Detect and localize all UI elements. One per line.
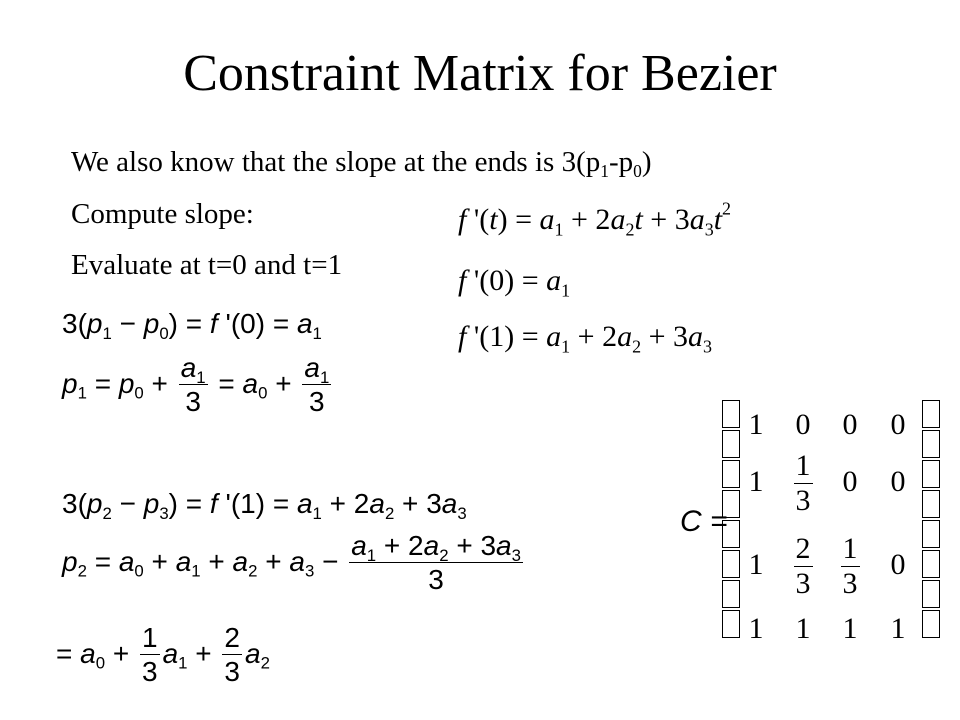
matrix-cell: 1 — [890, 612, 906, 645]
matrix-cell: 1 — [842, 612, 858, 645]
matrix-cell: 1 — [748, 408, 764, 441]
equation-3: $3(p_2 - p_3) = f$ '$(1) = a_1 + 2a_2 + 3a_3$ — [62, 488, 467, 523]
matrix-cell: 1 — [748, 465, 764, 498]
equation-slope-at-0: f '$(0) = a_1$ — [458, 264, 571, 301]
equation-4: $p_2 = a_0 + a_1 + a_2 + a_3$ − $\frac{a_1 + 2a_2 + 3a_3}{3}$ — [62, 530, 521, 596]
bullet-slope-ends: We also know that the slope at the ends is $3(p_1-p_0)$ — [71, 146, 652, 182]
matrix-cell: 0 — [890, 548, 906, 581]
matrix-cell: 1 — [748, 548, 764, 581]
matrix-cell-fraction: $\frac{1}{3}$ — [795, 449, 811, 517]
matrix-cell: 0 — [890, 465, 906, 498]
matrix-cell: 0 — [842, 408, 858, 441]
matrix-label: C = — [680, 505, 728, 538]
matrix-cell: 0 — [890, 408, 906, 441]
equation-slope-general: f '$(t) = a_1 + 2a_2t + 3a_3t^2$ — [458, 198, 732, 240]
bullet-evaluate: Evaluate at t=0 and t=1 — [71, 249, 343, 281]
equation-1: $3(p_1 - p_0) = f$ '$(0) = a_1$ — [62, 308, 322, 343]
equation-5: = $a_0$ + $\frac{1}{3}$ $a_1$ + $\frac{2}{3}$ $a_2$ — [56, 622, 270, 688]
bullet-compute-slope: Compute slope: — [71, 198, 254, 230]
matrix-cell-fraction: $\frac{2}{3}$ — [795, 532, 811, 600]
matrix-cell: 1 — [795, 612, 811, 645]
slide-title: Constraint Matrix for Bezier — [183, 45, 777, 102]
matrix-cell: 1 — [748, 612, 764, 645]
matrix-cell: 0 — [842, 465, 858, 498]
equation-2: $p_1 = p_0$ + $\frac{a_1}{3}$ = $a_0$ + $\frac{a_1}{3}$ — [62, 352, 330, 418]
matrix-cell: 0 — [795, 408, 811, 441]
equation-slope-at-1: f '$(1) = a_1 + 2a_2 + 3a_3$ — [458, 320, 712, 357]
matrix-cell-fraction: $\frac{1}{3}$ — [842, 532, 858, 600]
